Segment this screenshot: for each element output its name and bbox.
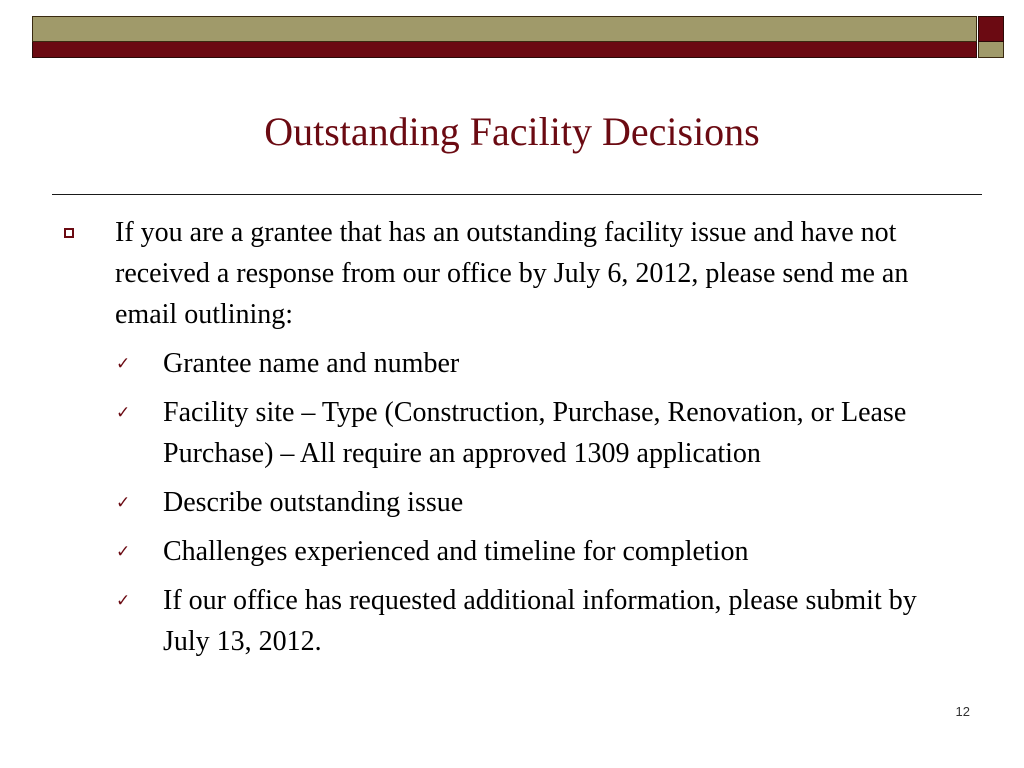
checkmark-icon: ✓ (116, 591, 131, 611)
header-square-olive (978, 42, 1004, 58)
sub-bullet-item (60, 392, 960, 474)
slide-title: Outstanding Facility Decisions (264, 109, 760, 154)
checkmark-icon: ✓ (116, 354, 131, 374)
sub-bullet-item (60, 343, 960, 384)
header-square-maroon (978, 16, 1004, 42)
hollow-square-bullet-icon (64, 228, 74, 238)
main-bullet-text: If you are a grantee that has an outstanding facility issue and have not received a response from our office by July 6, 2012, please send me an email outlining: (115, 217, 909, 330)
checkmark-icon: ✓ (116, 493, 131, 513)
slide-content (60, 212, 960, 670)
sub-bullet-text: Facility site – Type (Construction, Purchase, Renovation, or Lease Purchase) – All require an approved 1309 application (163, 397, 907, 469)
sub-bullet-text: If our office has requested additional information, please submit by July 13, 2012. (163, 585, 917, 657)
title-divider (52, 194, 982, 195)
checkmark-icon: ✓ (116, 403, 131, 423)
header-bar-olive (32, 16, 977, 42)
sub-bullet-text: Grantee name and number (163, 348, 460, 379)
main-bullet (60, 212, 960, 335)
sub-bullet-item (60, 482, 960, 523)
header-bar-maroon (32, 42, 977, 58)
sub-bullet-item (60, 580, 960, 662)
sub-bullet-item (60, 531, 960, 572)
page-number: 12 (955, 704, 970, 719)
sub-bullet-text: Describe outstanding issue (163, 487, 464, 518)
checkmark-icon: ✓ (116, 542, 131, 562)
sub-bullet-text: Challenges experienced and timeline for completion (163, 536, 749, 567)
sub-bullet-list (60, 343, 960, 662)
